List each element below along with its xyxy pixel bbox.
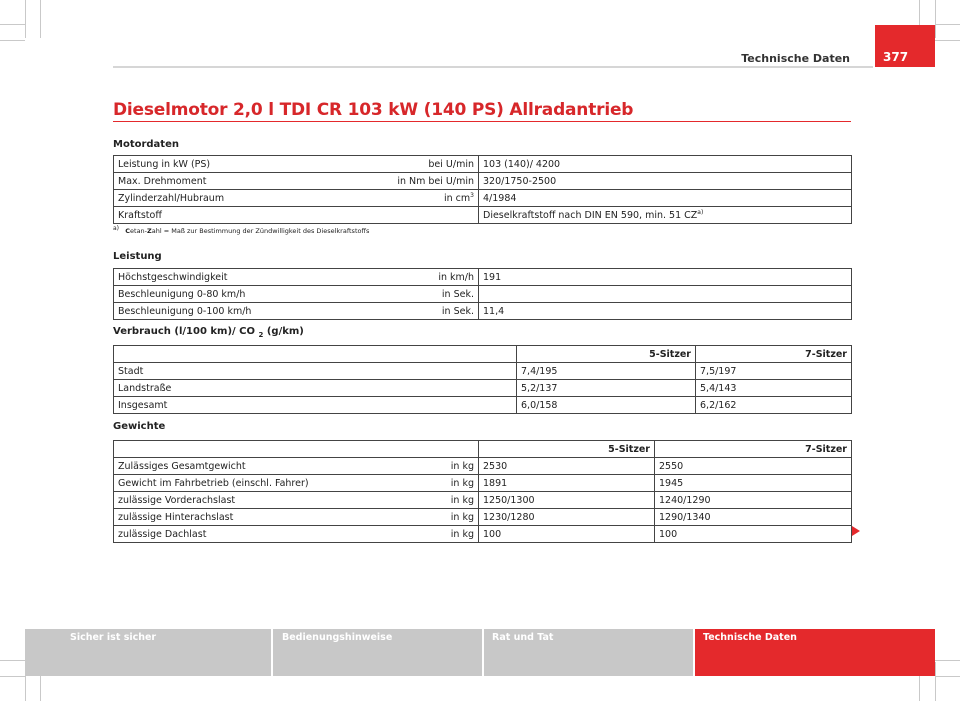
- header-title: Technische Daten: [741, 52, 850, 65]
- row-label: Insgesamt: [114, 397, 517, 414]
- footnote-c: C: [125, 227, 131, 235]
- unit-text: in cm: [444, 192, 471, 204]
- crop-mark: [935, 24, 960, 25]
- table-row: [114, 269, 852, 286]
- header-rule: [113, 66, 873, 68]
- page-number-text: 377: [883, 50, 909, 64]
- row-unit: [364, 190, 479, 207]
- motordaten-table: [113, 155, 852, 224]
- footer-tab-technische-daten[interactable]: [695, 629, 935, 676]
- row-label: Zylinderzahl/Hubraum: [114, 190, 364, 207]
- row-value: [479, 207, 852, 224]
- row-value-5: 100: [479, 526, 655, 543]
- footer-tab-bedienung[interactable]: [273, 629, 482, 676]
- row-value: 11,4: [479, 303, 852, 320]
- row-label: zulässige Vorderachslast: [114, 492, 376, 509]
- table-row: [114, 509, 852, 526]
- verbrauch-heading-b: (g/km): [263, 326, 304, 337]
- footnote-text2: ahl = Maß zur Bestimmung der Zündwilligkeit des Dieselkraftstoffs: [151, 227, 370, 235]
- table-row: [114, 286, 852, 303]
- row-label: Zulässiges Gesamtgewicht: [114, 458, 376, 475]
- leistung-table: [113, 268, 852, 320]
- row-label: Stadt: [114, 363, 517, 380]
- gewichte-heading: Gewichte: [113, 421, 166, 432]
- verbrauch-heading: [113, 326, 304, 339]
- footer-tab-label: Bedienungshinweise: [282, 632, 393, 643]
- col-header-5-sitzer: 5-Sitzer: [479, 441, 655, 458]
- row-value-7: 1240/1290: [655, 492, 852, 509]
- footnote-text1: etan-: [130, 227, 148, 235]
- crop-mark: [25, 0, 26, 38]
- crop-mark: [935, 660, 960, 661]
- title-rule: [113, 121, 851, 122]
- page-number: [875, 25, 935, 67]
- continue-arrow-icon[interactable]: [852, 526, 860, 536]
- row-value-7: 1290/1340: [655, 509, 852, 526]
- row-value-5: 6,0/158: [517, 397, 696, 414]
- crop-mark: [935, 662, 936, 701]
- verbrauch-table: [113, 345, 852, 414]
- verbrauch-heading-a: Verbrauch (l/100 km)/ CO: [113, 326, 259, 337]
- row-value-7: 2550: [655, 458, 852, 475]
- row-label: Landstraße: [114, 380, 517, 397]
- table-row: [114, 303, 852, 320]
- row-unit: in kg: [376, 509, 479, 526]
- row-unit: in kg: [376, 526, 479, 543]
- row-label: Leistung in kW (PS): [114, 156, 364, 173]
- row-value-5: 7,4/195: [517, 363, 696, 380]
- row-label: Beschleunigung 0-80 km/h: [114, 286, 364, 303]
- footnote: [113, 224, 370, 235]
- row-unit: [364, 207, 479, 224]
- crop-mark: [0, 676, 25, 677]
- row-unit: in km/h: [364, 269, 479, 286]
- table-row: [114, 173, 852, 190]
- row-value: 320/1750-2500: [479, 173, 852, 190]
- table-row: [114, 492, 852, 509]
- header-empty: [114, 346, 517, 363]
- row-unit: in Sek.: [364, 286, 479, 303]
- footer-tab-sicher[interactable]: [25, 629, 271, 676]
- row-label: Max. Drehmoment: [114, 173, 364, 190]
- page-title: Dieselmotor 2,0 l TDI CR 103 kW (140 PS) Allradantrieb: [113, 100, 634, 120]
- value-text: Dieselkraftstoff nach DIN EN 590, min. 51 CZ: [483, 209, 698, 221]
- table-header-row: [114, 441, 852, 458]
- crop-mark: [935, 0, 936, 38]
- row-value-7: 1945: [655, 475, 852, 492]
- crop-mark: [935, 40, 960, 41]
- footer-tab-label: Rat und Tat: [492, 632, 554, 643]
- crop-mark: [0, 660, 25, 661]
- table-row: [114, 190, 852, 207]
- table-row: [114, 458, 852, 475]
- crop-mark: [0, 40, 25, 41]
- col-header-5-sitzer: 5-Sitzer: [517, 346, 696, 363]
- leistung-heading: Leistung: [113, 251, 162, 262]
- row-value-7: 6,2/162: [696, 397, 852, 414]
- row-label: Gewicht im Fahrbetrieb (einschl. Fahrer): [114, 475, 376, 492]
- crop-mark: [935, 676, 960, 677]
- row-unit: bei U/min: [364, 156, 479, 173]
- header-empty: [114, 441, 479, 458]
- table-header-row: [114, 346, 852, 363]
- row-value-5: 5,2/137: [517, 380, 696, 397]
- row-label: Höchstgeschwindigkeit: [114, 269, 364, 286]
- row-value-5: 1250/1300: [479, 492, 655, 509]
- crop-mark: [40, 0, 41, 38]
- row-value-5: 1891: [479, 475, 655, 492]
- footnote-z: Z: [147, 227, 152, 235]
- row-label: Beschleunigung 0-100 km/h: [114, 303, 364, 320]
- row-value-5: 2530: [479, 458, 655, 475]
- row-value-7: 100: [655, 526, 852, 543]
- footnote-mark: a): [113, 224, 120, 232]
- motordaten-heading: Motordaten: [113, 139, 179, 150]
- row-value-5: 1230/1280: [479, 509, 655, 526]
- table-row: [114, 156, 852, 173]
- row-value: [479, 286, 852, 303]
- table-row: [114, 475, 852, 492]
- row-value: 103 (140)/ 4200: [479, 156, 852, 173]
- row-label: zulässige Dachlast: [114, 526, 376, 543]
- table-row: [114, 380, 852, 397]
- row-label: zulässige Hinterachslast: [114, 509, 376, 526]
- unit-superscript: 3: [470, 191, 474, 199]
- row-unit: in Nm bei U/min: [364, 173, 479, 190]
- row-value-7: 7,5/197: [696, 363, 852, 380]
- row-unit: in kg: [376, 492, 479, 509]
- table-row: [114, 526, 852, 543]
- footnote-ref: a): [697, 208, 704, 216]
- table-row: [114, 397, 852, 414]
- footer-tab-label: Technische Daten: [703, 632, 797, 643]
- row-value: 4/1984: [479, 190, 852, 207]
- row-unit: in kg: [376, 458, 479, 475]
- row-unit: in kg: [376, 475, 479, 492]
- table-row: [114, 207, 852, 224]
- row-value-7: 5,4/143: [696, 380, 852, 397]
- row-label: Kraftstoff: [114, 207, 364, 224]
- verbrauch-heading-sub: 2: [258, 331, 264, 339]
- gewichte-table: [113, 440, 852, 543]
- table-row: [114, 363, 852, 380]
- row-value: 191: [479, 269, 852, 286]
- col-header-7-sitzer: 7-Sitzer: [696, 346, 852, 363]
- row-unit: in Sek.: [364, 303, 479, 320]
- footer-tab-label: Sicher ist sicher: [70, 632, 157, 643]
- col-header-7-sitzer: 7-Sitzer: [655, 441, 852, 458]
- footer-tab-rat[interactable]: [484, 629, 693, 676]
- crop-mark: [0, 24, 25, 25]
